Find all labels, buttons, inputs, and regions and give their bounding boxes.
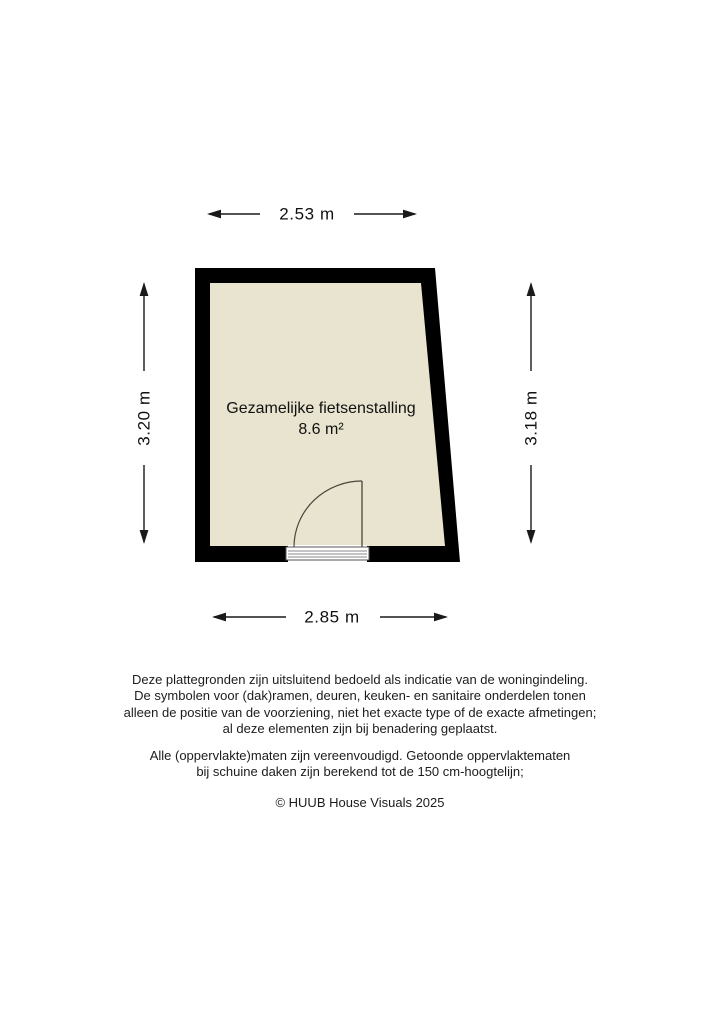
dimension-bottom: [212, 607, 448, 627]
disclaimer-line: bij schuine daken zijn berekend tot de 150 cm-hoogtelijn;: [196, 764, 524, 780]
disclaimer-line: al deze elementen zijn bij benadering geplaatst.: [222, 720, 498, 736]
dimension-right: [521, 282, 541, 544]
room-area-label: 8.6 m²: [298, 421, 344, 438]
dimension-top: [207, 204, 417, 224]
copyright-text: © HUUB House Visuals 2025: [275, 794, 445, 810]
dimension-left: [134, 282, 154, 544]
dimension-bottom-label: 2.85 m: [304, 607, 360, 627]
door-threshold: [286, 547, 369, 560]
disclaimer-line: De symbolen voor (dak)ramen, deuren, keuken- en sanitaire onderdelen tonen: [134, 688, 586, 704]
disclaimer-line: alleen de positie van de voorziening, niet het exacte type of de exacte afmetingen;: [123, 704, 597, 720]
dimension-right-label: 3.18 m: [521, 390, 541, 446]
room-name-label: Gezamelijke fietsenstalling: [226, 400, 416, 417]
dimension-top-label: 2.53 m: [279, 204, 335, 224]
disclaimer-block: [0, 672, 720, 811]
disclaimer-line: Alle (oppervlakte)maten zijn vereenvoudigd. Getoonde oppervlaktematen: [149, 748, 571, 764]
dimension-left-label: 3.20 m: [134, 390, 154, 446]
disclaimer-line: Deze plattegronden zijn uitsluitend bedoeld als indicatie van de woningindeling.: [131, 672, 589, 687]
